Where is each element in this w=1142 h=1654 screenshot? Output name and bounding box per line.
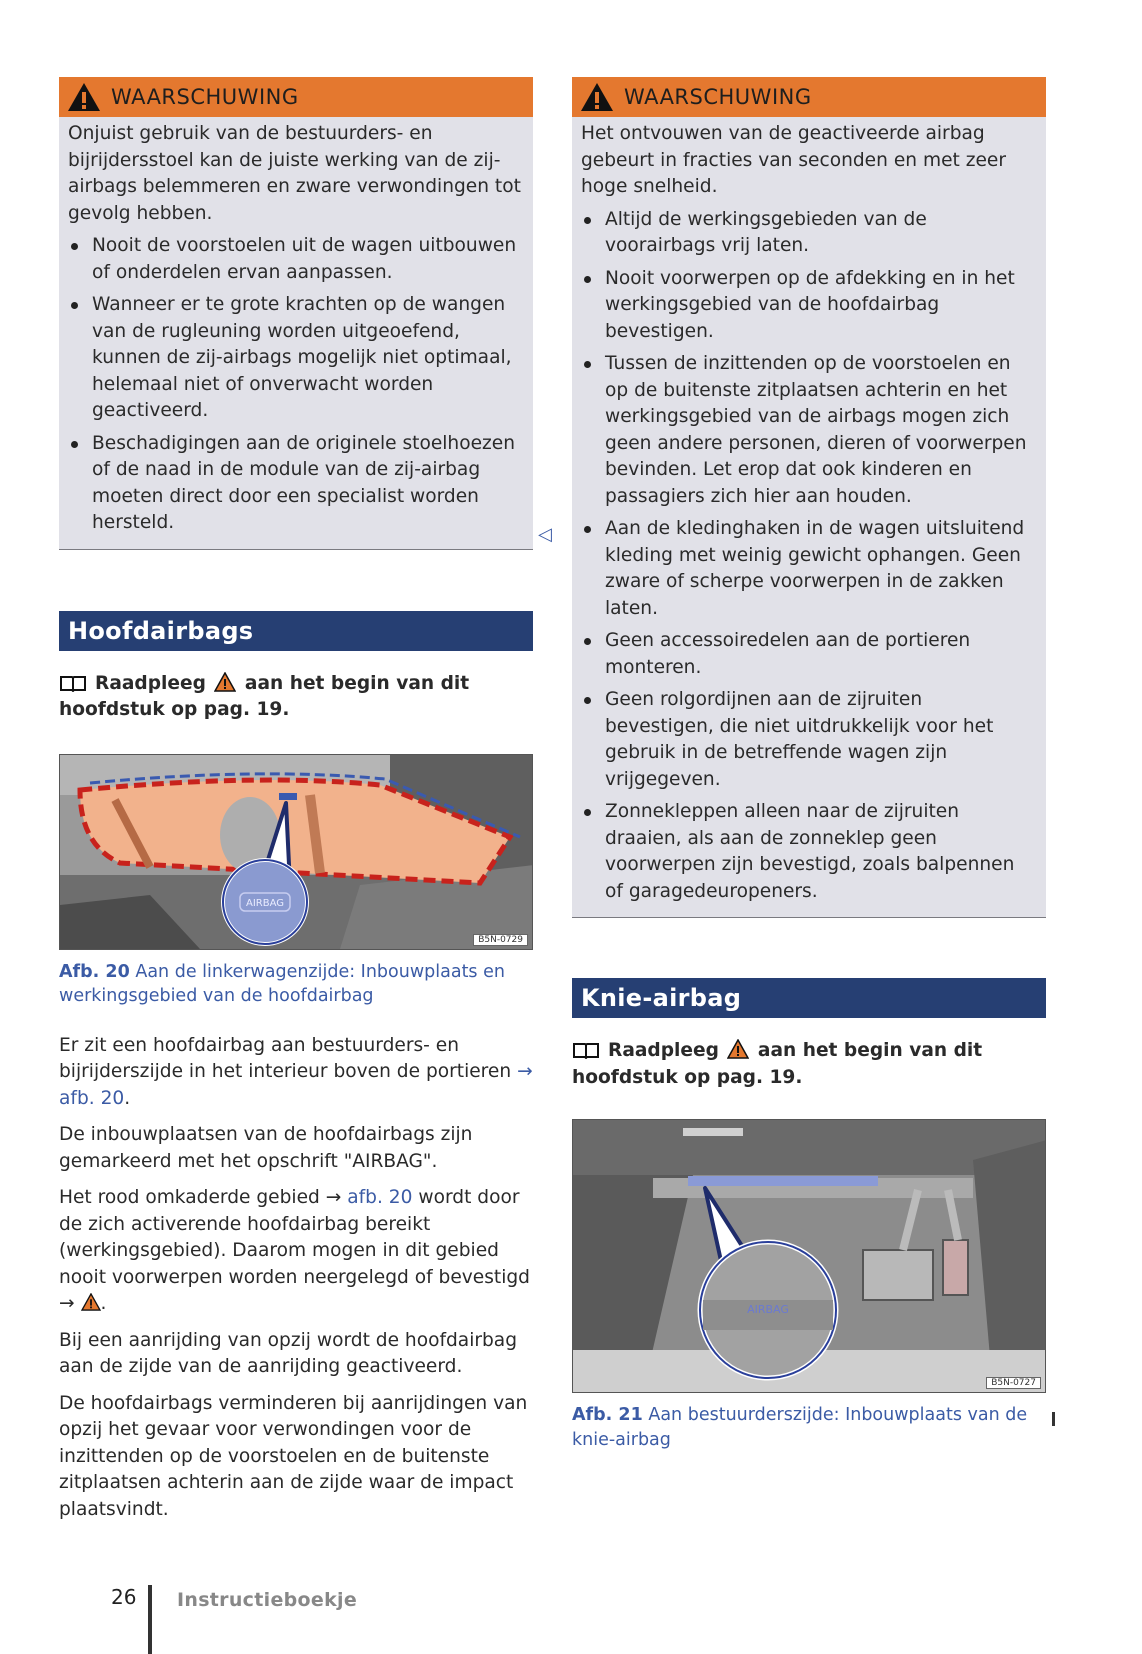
warning-list: [581, 207, 1036, 906]
warning-item: Zonnekleppen alleen naar de zijruiten draaien, als aan de zonneklep geen voorwerpen zijn bevestigd, zoals balpennen of garagedeuropeners.: [581, 799, 1036, 905]
knee-airbag-illustration: [573, 1120, 1046, 1392]
warning-item: Beschadigingen aan de originele stoelhoezen of de naad in de module van de zij-airbag moeten direct door een specialist worden hersteld.: [68, 431, 523, 537]
section-title-knie-airbag: Knie-airbag: [572, 978, 1046, 1018]
paragraph: Bij een aanrijding van opzij wordt de hoofdairbag aan de zijde van de aanrijding geactiveerd.: [59, 1329, 518, 1377]
head-airbag-illustration: [60, 755, 533, 949]
book-icon: [59, 674, 87, 692]
figure-badge: AIRBAG: [245, 897, 285, 909]
paragraph-text: Het rood omkaderde gebied →: [59, 1187, 342, 1208]
footer-divider: [148, 1585, 152, 1654]
ref-before: Raadpleeg: [95, 672, 206, 694]
warning-title: WAARSCHUWING: [111, 85, 299, 109]
warning-item: Nooit voorwerpen op de afdekking en in het werkingsgebied van de hoofdairbag bevestigen.: [581, 266, 1036, 346]
figure-caption: [572, 1403, 1046, 1452]
warning-triangle-icon: [580, 82, 614, 112]
warning-box-airbag: [572, 77, 1046, 918]
warning-triangle-icon[interactable]: [81, 1293, 101, 1311]
paragraph-text: wordt door de zich activerende hoofdairbag bereikt (werkingsgebied). Daarom mogen in dit gebied nooit voorwerpen worden neergelegd of bevestigd →: [59, 1187, 530, 1314]
warning-item: Wanneer er te grote krachten op de wangen van de rugleuning worden uitgeoefend, kunnen de zij-airbags mogelijk niet optimaal, helemaal niet of onverwacht worden geactiveerd.: [68, 292, 523, 425]
figure-caption: [59, 960, 533, 1009]
book-icon: [572, 1041, 600, 1059]
warning-list: [68, 233, 523, 537]
warning-item: Aan de kledinghaken in de wagen uitsluitend kleding met weinig gewicht ophangen. Geen zware of scherpe voorwerpen in de zakken laten.: [581, 516, 1036, 622]
warning-item: Geen rolgordijnen aan de zijruiten bevestigen, die niet uitdrukkelijk voor het gebruik in de betreffende wagen zijn vrijgegeven.: [581, 687, 1036, 793]
caption-number: Afb. 20: [59, 961, 130, 982]
caption-number: Afb. 21: [572, 1405, 643, 1425]
section-end-marker: [1052, 1412, 1055, 1426]
warning-item: Nooit de voorstoelen uit de wagen uitbouwen of onderdelen ervan aanpassen.: [68, 233, 523, 286]
warning-body: [59, 117, 533, 549]
ref-after: aan het begin van dit hoofdstuk op pag. 19.: [572, 1040, 983, 1088]
warning-body: [572, 117, 1046, 917]
figure-code: B5N-0729: [473, 934, 528, 946]
warning-triangle-icon: [67, 82, 101, 112]
figure-link[interactable]: → afb. 20: [59, 1061, 533, 1109]
left-column: [59, 77, 533, 1523]
chapter-reference: [59, 671, 533, 724]
paragraph-end: .: [100, 1293, 107, 1314]
footer-title: Instructieboekje: [177, 1589, 358, 1611]
figure-link[interactable]: afb. 20: [347, 1187, 413, 1208]
continue-marker-icon: ◁: [538, 524, 552, 545]
warning-triangle-icon[interactable]: [727, 1039, 749, 1059]
right-column: [572, 77, 1046, 1452]
warning-item: Altijd de werkingsgebieden van de voorairbags vrij laten.: [581, 207, 1036, 260]
ref-after: aan het begin van dit hoofdstuk op pag. 19.: [59, 672, 470, 720]
warning-triangle-icon[interactable]: [214, 672, 236, 692]
section-title-hoofdairbags: Hoofdairbags: [59, 611, 533, 651]
paragraph-end: .: [124, 1087, 131, 1109]
warning-intro: Het ontvouwen van de geactiveerde airbag gebeurt in fracties van seconden en met zeer hoge snelheid.: [581, 123, 1006, 197]
paragraph: [59, 1033, 533, 1113]
figure-badge: AIRBAG: [747, 1303, 789, 1316]
figure-head-airbag: [59, 754, 533, 950]
warning-intro: Onjuist gebruik van de bestuurders- en bijrijdersstoel kan de juiste werking van de zij-airbags belemmeren en zware verwondingen tot gevolg hebben.: [68, 123, 521, 224]
warning-header: [59, 77, 533, 117]
ref-before: Raadpleeg: [608, 1040, 719, 1061]
warning-header: [572, 77, 1046, 117]
caption-text: Aan de linkerwagenzijde: Inbouwplaats en werkingsgebied van de hoofdairbag: [59, 961, 505, 1006]
paragraph: [59, 1185, 533, 1318]
chapter-reference: [572, 1038, 1046, 1091]
figure-code: B5N-0727: [986, 1377, 1041, 1389]
warning-title: WAARSCHUWING: [624, 85, 812, 109]
figure-knee-airbag: [572, 1119, 1046, 1393]
caption-text: Aan bestuurderszijde: Inbouwplaats van de knie-airbag: [572, 1405, 1028, 1450]
page-number: 26: [111, 1585, 137, 1609]
warning-box-seats: [59, 77, 533, 550]
warning-item: Geen accessoiredelen aan de portieren monteren.: [581, 628, 1036, 681]
paragraph: De inbouwplaatsen van de hoofdairbags zijn gemarkeerd met het opschrift "AIRBAG".: [59, 1124, 473, 1172]
paragraph: De hoofdairbags verminderen bij aanrijdingen van opzij het gevaar voor verwondingen voor de inzittenden op de voorstoelen en de buitenste zitplaatsen achterin aan de zijde waar de impact plaatsvindt.: [59, 1392, 528, 1520]
warning-item: Tussen de inzittenden op de voorstoelen en op de buitenste zitplaatsen achterin en het werkingsgebied van de airbags mogen zich geen andere personen, dieren of voorwerpen bevinden. Let erop dat ook kinderen en passagiers zich hier aan houden.: [581, 351, 1036, 510]
paragraph-text: Er zit een hoofdairbag aan bestuurders- en bijrijderszijde in het interieur boven de portieren: [59, 1034, 512, 1082]
